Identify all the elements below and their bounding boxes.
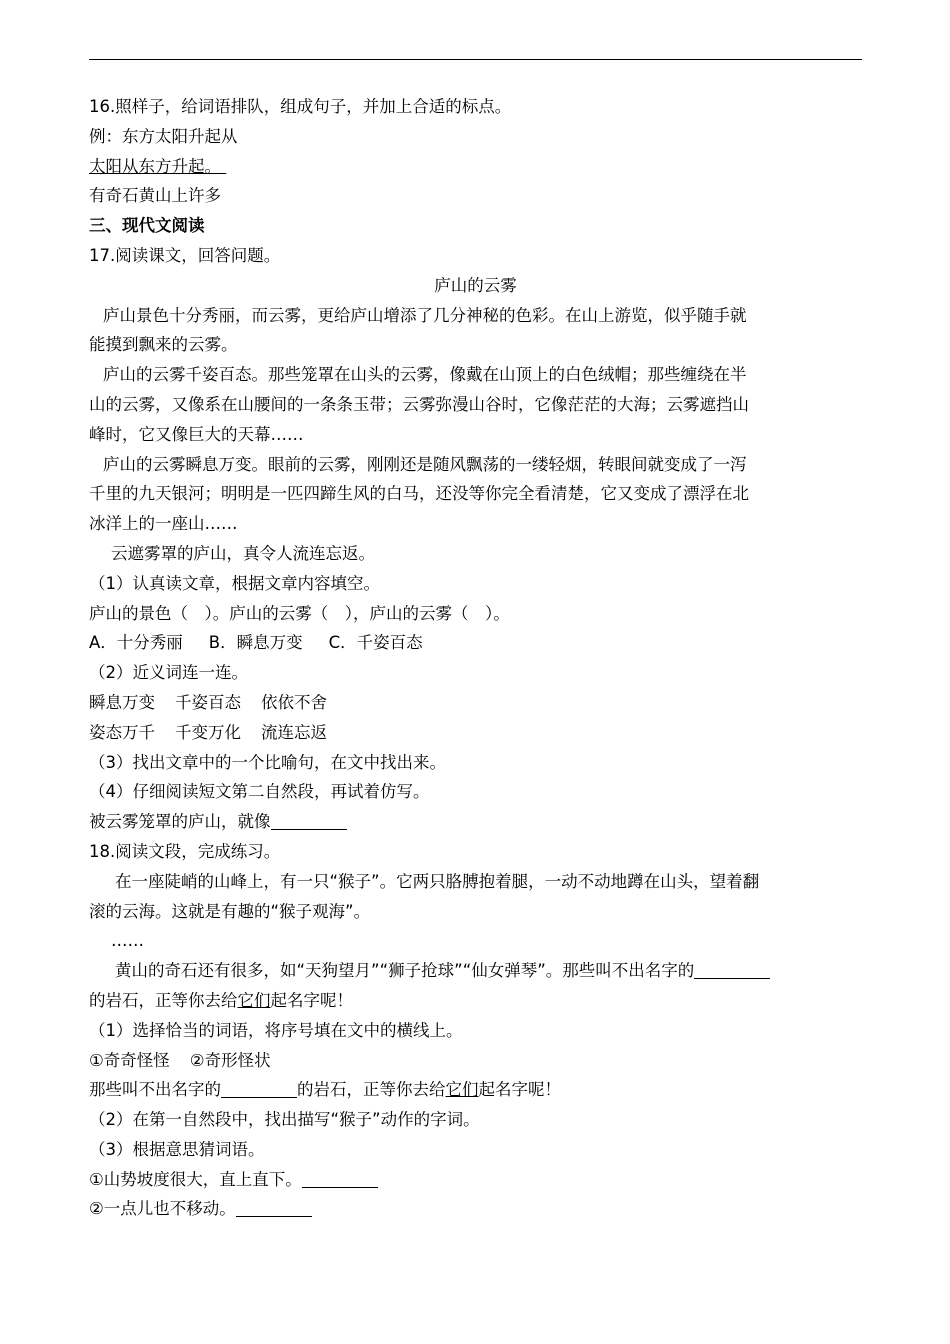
text: 那些叫不出名字的 — [89, 1080, 221, 1100]
answer-blank[interactable] — [236, 1198, 312, 1217]
text: 的岩石，正等你去给 — [297, 1080, 446, 1100]
option-2: ②奇形怪状 — [189, 1050, 271, 1070]
q17-s1-options — [89, 628, 862, 658]
option-1: ①奇奇怪怪 — [89, 1050, 170, 1070]
word: 千姿百态 — [175, 692, 241, 712]
q18-p1-line2: 滚的云海。这就是有趣的“猴子观海”。 — [89, 901, 371, 921]
q17-p1-line2: 能摸到飘来的云雾。 — [89, 335, 238, 355]
q17-title: 17.阅读课文，回答问题。 — [89, 245, 281, 265]
passage-title: 庐山的云雾 — [434, 275, 517, 295]
q18-p2-line1 — [89, 956, 862, 986]
q17-s2-row2 — [89, 718, 862, 748]
q17-p2-line1: 庐山的云雾千姿百态。那些笼罩在山头的云雾，像戴在山顶上的白色绒帽；那些缠绕在半 — [103, 365, 747, 385]
underlined-word: 它们 — [237, 990, 271, 1010]
q17-p3-line2: 千里的九天银河；明明是一匹四蹄生风的白马，还没等你完全看清楚，它又变成了漂浮在北 — [89, 484, 749, 504]
text: ②一点儿也不移动。 — [89, 1199, 236, 1219]
header-rule — [89, 59, 862, 60]
q17-p4: 云遮雾罩的庐山，真令人流连忘返。 — [111, 543, 375, 563]
q17-p2-line2: 山的云雾，又像系在山腰间的一条条玉带；云雾弥漫山谷时，它像茫茫的大海；云雾遮挡山 — [89, 394, 749, 414]
document-body — [89, 92, 862, 1224]
answer-blank[interactable] — [694, 960, 770, 979]
q17-s4-prompt: 被云雾笼罩的庐山，就像 — [89, 812, 271, 832]
q18-s3-title: （3）根据意思猜词语。 — [89, 1139, 265, 1159]
q18-title: 18.阅读文段，完成练习。 — [89, 841, 281, 861]
answer-blank[interactable] — [221, 1079, 297, 1098]
text: 的岩石，正等你去给 — [89, 990, 238, 1010]
q17-p1-line1: 庐山景色十分秀丽，而云雾，更给庐山增添了几分神秘的色彩。在山上游览，似乎随手就 — [103, 305, 747, 325]
q18-s3-item1 — [89, 1165, 862, 1195]
q17-p2-line3: 峰时，它又像巨大的天幕…… — [89, 424, 304, 444]
q18-p2-text: 黄山的奇石还有很多，如“天狗望月”“狮子抢球”“仙女弹琴”。那些叫不出名字的 — [115, 961, 695, 981]
q16-title: 16.照样子，给词语排队，组成句子，并加上合适的标点。 — [89, 97, 512, 116]
q17-s3-title: （3）找出文章中的一个比喻句，在文中找出来。 — [89, 752, 446, 772]
word: 依依不舍 — [261, 692, 327, 712]
q17-s2-title: （2）近义词连一连。 — [89, 663, 248, 683]
q16-task: 有奇石黄山上许多 — [89, 186, 221, 206]
option-c: C．千姿百态 — [328, 633, 423, 653]
q17-s1-title: （1）认真读文章，根据文章内容填空。 — [89, 573, 380, 593]
word: 千变万化 — [175, 722, 241, 742]
q17-p3-line3: 冰洋上的一座山…… — [89, 514, 238, 534]
text: 起名字呢！ — [270, 990, 353, 1010]
option-a: A．十分秀丽 — [89, 633, 183, 653]
underlined-word: 它们 — [445, 1080, 479, 1100]
word: 姿态万千 — [89, 722, 155, 742]
q18-p1-line1: 在一座陡峭的山峰上，有一只“猴子”。它两只胳膊抱着腿，一动不动地蹲在山头，望着翻 — [115, 871, 760, 891]
q17-s2-row1 — [89, 688, 862, 718]
answer-blank[interactable] — [302, 1169, 378, 1188]
q16-example: 例：东方太阳升起从 — [89, 126, 238, 146]
word: 流连忘返 — [261, 722, 327, 742]
q17-s4-title: （4）仔细阅读短文第二自然段，再试着仿写。 — [89, 782, 430, 802]
q17-s4-prompt-line — [89, 807, 862, 837]
q16-example-answer: 太阳从东方升起。 — [89, 156, 221, 176]
q18-s1-options — [89, 1046, 862, 1076]
q18-s1-sentence — [89, 1075, 862, 1105]
q18-s3-item2 — [89, 1194, 862, 1224]
answer-blank[interactable] — [271, 811, 347, 830]
q18-s2-title: （2）在第一自然段中，找出描写“猴子”动作的字词。 — [89, 1110, 480, 1130]
q18-p2-line2 — [89, 986, 862, 1016]
option-b: B．瞬息万变 — [208, 633, 303, 653]
q17-p3-line1: 庐山的云雾瞬息万变。眼前的云雾，刚刚还是随风飘荡的一缕轻烟，转眼间就变成了一泻 — [103, 454, 747, 474]
q17-s1-fill: 庐山的景色（ ）。庐山的云雾（ ），庐山的云雾（ ）。 — [89, 603, 510, 623]
word: 瞬息万变 — [89, 692, 155, 712]
q18-s1-title: （1）选择恰当的词语，将序号填在文中的横线上。 — [89, 1020, 463, 1040]
q16-example-answer-line — [89, 152, 862, 182]
text: 起名字呢！ — [478, 1080, 561, 1100]
q18-ellipsis: …… — [111, 931, 144, 951]
text: ①山势坡度很大，直上直下。 — [89, 1169, 302, 1189]
section-3-heading: 三、现代文阅读 — [89, 216, 205, 236]
